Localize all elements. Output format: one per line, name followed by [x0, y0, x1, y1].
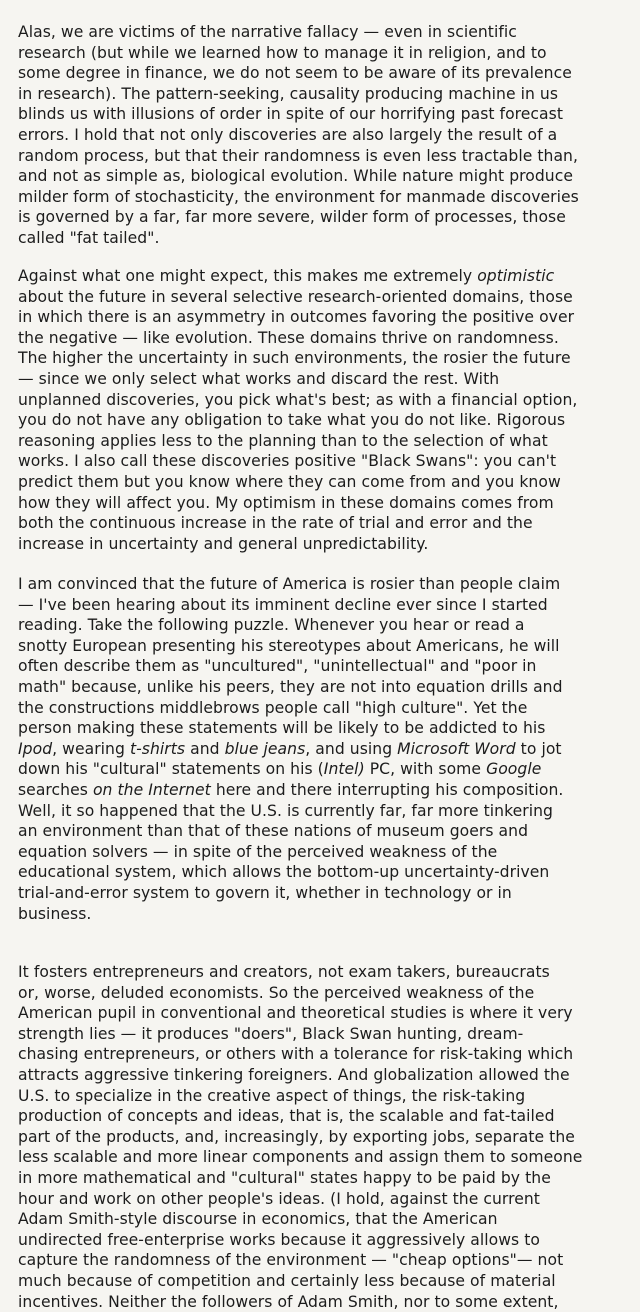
- text-segment: trial-and-error system to govern it, whether in technology or in: [18, 884, 512, 902]
- text-line: [18, 328, 630, 349]
- text-line: [18, 84, 630, 105]
- text-segment: the constructions middlebrows people call "high culture". Yet the: [18, 699, 527, 717]
- text-line: [18, 1189, 630, 1210]
- text-line: [18, 983, 630, 1004]
- text-segment: production of concepts and ideas, that is, the scalable and fat-tailed: [18, 1107, 555, 1125]
- paragraph-future-of-america: [18, 574, 630, 924]
- text-segment: snotty European presenting his stereotypes about Americans, he will: [18, 637, 560, 655]
- text-segment: random process, but that their randomness is even less tractable than,: [18, 147, 578, 165]
- text-segment: milder form of stochasticity, the environment for manmade discoveries: [18, 188, 579, 206]
- text-segment: Against what one might expect, this makes me extremely: [18, 267, 477, 285]
- text-line: [18, 348, 630, 369]
- italic-text-segment: on the Internet: [93, 781, 211, 799]
- text-line: [18, 574, 630, 595]
- text-segment: It fosters entrepreneurs and creators, not exam takers, bureaucrats: [18, 963, 550, 981]
- text-segment: is governed by a far, far more severe, wilder form of processes, those: [18, 208, 566, 226]
- text-line: [18, 883, 630, 904]
- text-segment: The higher the uncertainty in such environments, the rosier the future: [18, 349, 571, 367]
- text-segment: works. I also call these discoveries positive "Black Swans": you can't: [18, 452, 556, 470]
- text-line: [18, 862, 630, 883]
- text-segment: or, worse, deluded economists. So the perceived weakness of the: [18, 984, 534, 1002]
- text-line: [18, 718, 630, 739]
- text-segment: in research). The pattern-seeking, causality producing machine in us: [18, 85, 558, 103]
- text-line: [18, 104, 630, 125]
- text-line: [18, 904, 630, 925]
- text-segment: business.: [18, 905, 91, 923]
- text-line: [18, 636, 630, 657]
- text-segment: here and there interrupting his composition.: [211, 781, 564, 799]
- text-line: [18, 228, 630, 249]
- text-line: [18, 1086, 630, 1107]
- text-line: [18, 287, 630, 308]
- text-line: [18, 821, 630, 842]
- text-line: [18, 842, 630, 863]
- text-segment: U.S. to specialize in the creative aspect of things, the risk-taking: [18, 1087, 525, 1105]
- text-line: [18, 1003, 630, 1024]
- text-segment: hour and work on other people's ideas. (I hold, against the current: [18, 1190, 540, 1208]
- text-line: [18, 166, 630, 187]
- text-segment: research (but while we learned how to manage it in religion, and to: [18, 44, 547, 62]
- text-line: [18, 1127, 630, 1148]
- text-line: [18, 698, 630, 719]
- text-segment: , wearing: [52, 740, 130, 758]
- text-segment: down his "cultural" statements on his (: [18, 760, 324, 778]
- italic-text-segment: Intel): [324, 760, 365, 778]
- text-segment: PC, with some: [365, 760, 486, 778]
- text-line: [18, 1168, 630, 1189]
- paragraph-entrepreneurs: [18, 962, 630, 1312]
- text-segment: in which there is an asymmetry in outcomes favoring the positive over: [18, 308, 574, 326]
- text-segment: , and using: [305, 740, 397, 758]
- text-line: [18, 125, 630, 146]
- text-line: [18, 1292, 630, 1312]
- italic-text-segment: Ipod: [18, 740, 52, 758]
- text-segment: you do not have any obligation to take what you do not like. Rigorous: [18, 411, 565, 429]
- text-line: [18, 534, 630, 555]
- text-line: [18, 677, 630, 698]
- text-line: [18, 22, 630, 43]
- text-segment: an environment than that of these nations of museum goers and: [18, 822, 528, 840]
- text-line: [18, 307, 630, 328]
- text-segment: how they will affect you. My optimism in these domains comes from: [18, 494, 554, 512]
- text-line: [18, 369, 630, 390]
- text-segment: blinds us with illusions of order in spite of our horrifying past forecast: [18, 105, 563, 123]
- text-segment: math" because, unlike his peers, they are not into equation drills and: [18, 678, 563, 696]
- text-segment: errors. I hold that not only discoveries are also largely the result of a: [18, 126, 557, 144]
- text-line: [18, 63, 630, 84]
- text-line: [18, 451, 630, 472]
- text-segment: reading. Take the following puzzle. Whenever you hear or read a: [18, 616, 525, 634]
- text-segment: undirected free-enterprise works because it aggressively allows to: [18, 1231, 540, 1249]
- text-line: [18, 1065, 630, 1086]
- text-segment: searches: [18, 781, 93, 799]
- paragraph-narrative-fallacy: [18, 22, 630, 249]
- text-segment: the negative — like evolution. These domains thrive on randomness.: [18, 329, 559, 347]
- text-line: [18, 615, 630, 636]
- text-segment: to jot: [516, 740, 562, 758]
- italic-text-segment: optimistic: [477, 267, 554, 285]
- text-segment: part of the products, and, increasingly, by exporting jobs, separate the: [18, 1128, 575, 1146]
- text-segment: about the future in several selective research-oriented domains, those: [18, 288, 573, 306]
- text-segment: person making these statements will be likely to be addicted to his: [18, 719, 545, 737]
- text-segment: predict them but you know where they can come from and you know: [18, 473, 561, 491]
- text-line: [18, 1106, 630, 1127]
- text-line: [18, 207, 630, 228]
- text-segment: equation solvers — in spite of the perceived weakness of the: [18, 843, 497, 861]
- text-line: [18, 1024, 630, 1045]
- text-line: [18, 472, 630, 493]
- text-segment: less scalable and more linear components and assign them to someone: [18, 1148, 582, 1166]
- italic-text-segment: Google: [486, 760, 541, 778]
- text-line: [18, 431, 630, 452]
- text-segment: Well, it so happened that the U.S. is currently far, far more tinkering: [18, 802, 553, 820]
- text-segment: incentives. Neither the followers of Adam Smith, nor to some extent,: [18, 1293, 558, 1311]
- italic-text-segment: t-shirts: [130, 740, 185, 758]
- text-line: [18, 410, 630, 431]
- text-segment: American pupil in conventional and theoretical studies is where it very: [18, 1004, 573, 1022]
- text-segment: often describe them as "uncultured", "unintellectual" and "poor in: [18, 657, 536, 675]
- text-segment: strength lies — it produces "doers", Black Swan hunting, dream-: [18, 1025, 523, 1043]
- italic-text-segment: blue jeans: [225, 740, 306, 758]
- text-segment: called "fat tailed".: [18, 229, 160, 247]
- text-line: [18, 1147, 630, 1168]
- text-segment: capture the randomness of the environment — "cheap options"— not: [18, 1251, 563, 1269]
- text-segment: Adam Smith-style discourse in economics, that the American: [18, 1210, 498, 1228]
- text-segment: attracts aggressive tinkering foreigners. And globalization allowed the: [18, 1066, 570, 1084]
- text-line: [18, 266, 630, 287]
- text-line: [18, 43, 630, 64]
- text-segment: unplanned discoveries, you pick what's best; as with a financial option,: [18, 391, 577, 409]
- text-line: [18, 1271, 630, 1292]
- text-line: [18, 801, 630, 822]
- text-segment: some degree in finance, we do not seem to be aware of its prevalence: [18, 64, 572, 82]
- text-segment: reasoning applies less to the planning than to the selection of what: [18, 432, 548, 450]
- text-line: [18, 493, 630, 514]
- text-line: [18, 962, 630, 983]
- text-segment: and not as simple as, biological evolution. While nature might produce: [18, 167, 573, 185]
- text-line: [18, 656, 630, 677]
- text-line: [18, 739, 630, 760]
- text-line: [18, 1209, 630, 1230]
- text-line: [18, 390, 630, 411]
- text-line: [18, 759, 630, 780]
- text-segment: both the continuous increase in the rate of trial and error and the: [18, 514, 533, 532]
- text-line: [18, 780, 630, 801]
- text-segment: — I've been hearing about its imminent decline ever since I started: [18, 596, 548, 614]
- text-segment: in more mathematical and "cultural" states happy to be paid by the: [18, 1169, 551, 1187]
- text-line: [18, 513, 630, 534]
- text-segment: — since we only select what works and discard the rest. With: [18, 370, 499, 388]
- text-line: [18, 1044, 630, 1065]
- text-line: [18, 187, 630, 208]
- text-segment: Alas, we are victims of the narrative fallacy — even in scientific: [18, 23, 517, 41]
- text-line: [18, 146, 630, 167]
- italic-text-segment: Microsoft Word: [397, 740, 516, 758]
- text-segment: educational system, which allows the bottom-up uncertainty-driven: [18, 863, 549, 881]
- text-segment: chasing entrepreneurs, or others with a tolerance for risk-taking which: [18, 1045, 573, 1063]
- text-line: [18, 1250, 630, 1271]
- text-segment: I am convinced that the future of America is rosier than people claim: [18, 575, 560, 593]
- text-segment: increase in uncertainty and general unpredictability.: [18, 535, 428, 553]
- text-line: [18, 595, 630, 616]
- text-segment: and: [185, 740, 225, 758]
- text-line: [18, 1230, 630, 1251]
- paragraph-optimism-research: [18, 266, 630, 554]
- text-segment: much because of competition and certainly less because of material: [18, 1272, 556, 1290]
